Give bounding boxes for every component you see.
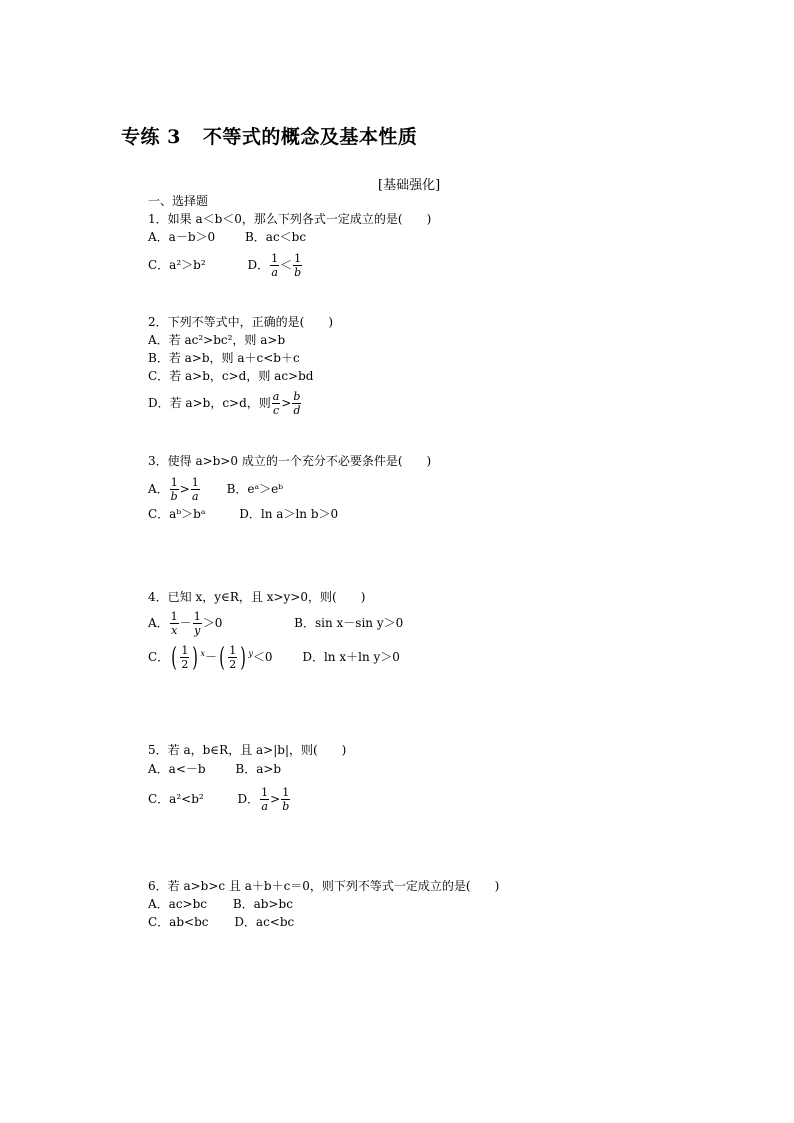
q4-stem: 4．已知 x，y∈R，且 x>y>0，则( ) [148,590,366,604]
operator: > [270,792,281,806]
numerator: 1 [282,786,290,799]
q2-stem: 2．下列不等式中，正确的是( ) [148,315,333,329]
q6-option-b: B．ab>bc [232,897,293,911]
operator: － [179,616,192,630]
numerator: a [272,390,280,403]
q1-option-b: B．ac＜bc [244,230,307,244]
exponent: y [248,649,253,658]
left-paren: ( [219,642,225,673]
page-title [121,122,417,149]
q3-options-ab [148,476,283,503]
q4-a-label: A． [148,616,169,630]
q5-d-label: D． [237,792,260,806]
fraction [180,644,189,671]
q3-options-cd [148,506,338,522]
fraction [191,476,200,503]
fraction [292,390,301,417]
q1-d-label: D． [247,258,270,272]
numerator: 1 [170,476,178,489]
q5-option-a: A．a<－b [148,762,206,776]
title-prefix: 专练 3 [121,126,181,148]
q2-option-c: C．若 a>b，c>d，则 ac>bd [148,369,314,383]
numerator: 1 [181,644,189,657]
exponent: x [200,649,206,658]
denominator: a [271,266,278,279]
operator: > [179,482,190,496]
q3-option-d: D．ln a＞ln b＞0 [239,507,339,521]
numerator: 1 [191,476,199,489]
fraction [193,610,202,637]
q4-option-b: B．sin x－sin y＞0 [294,616,404,630]
q5-option-d [238,786,292,813]
denominator: a [261,800,268,813]
q1-option-d [247,252,303,279]
q6-option-c: C．ab<bc [148,915,209,929]
q4-options-ab [148,610,403,637]
denominator: a [192,490,199,503]
subheading: [基础强化] [378,178,441,193]
numerator: b [293,390,301,403]
denominator: d [293,404,301,417]
left-paren: ( [171,642,178,673]
denominator: x [171,624,178,637]
q1-option-a: A．a－b＞0 [148,230,216,244]
right-paren: ) [240,642,247,673]
denominator: b [170,490,178,503]
q3-option-a [148,476,201,503]
q6-option-d: D．ac<bc [234,915,295,929]
q4-options-cd [148,644,400,671]
q5-options-ab [148,761,281,777]
right-paren: ) [192,642,199,673]
q4-c-label: C． [148,650,170,664]
q3-stem: 3．使得 a>b>0 成立的一个充分不必要条件是( ) [148,454,432,468]
fraction [293,252,302,279]
fraction [281,786,290,813]
numerator: 1 [294,252,302,265]
numerator: 1 [170,610,178,623]
numerator: 1 [271,252,279,265]
q4-option-d: D．ln x＋ln y＞0 [302,650,400,664]
q1-options-ab [148,229,306,245]
q2-option-b: B．若 a>b，则 a＋c<b＋c [148,351,300,365]
denominator: b [282,800,290,813]
q4-option-a [148,610,222,637]
q5-option-b: B．a>b [235,762,282,776]
q2-d-text: D．若 a>b，c>d，则 [148,396,271,410]
section-heading: 一、选择题 [148,194,209,208]
q2-option-a: A．若 ac²>bc²，则 a>b [148,333,286,347]
denominator: y [194,624,201,637]
fraction [170,610,179,637]
denominator: b [294,266,302,279]
q5-options-cd [148,786,291,813]
denominator: c [272,404,280,417]
denominator: 2 [229,658,237,671]
q2-option-d [148,390,302,417]
q1-stem: 1．如果 a＜b＜0，那么下列各式一定成立的是( ) [148,212,432,226]
q3-a-label: A． [148,482,169,496]
fraction [270,252,279,279]
q1-options-cd [148,252,303,279]
q6-options-cd [148,914,294,930]
q4-option-c [148,644,273,671]
fraction [170,476,179,503]
fraction [272,390,281,417]
q6-option-a: A．ac>bc [148,897,207,911]
q4-c-rest: ＜0 [252,650,273,664]
q5-option-c: C．a²<b² [148,792,204,806]
q3-option-c: C．aᵇ＞bᵃ [148,507,206,521]
q4-a-rest: ＞0 [202,616,223,630]
fraction [228,644,237,671]
title-text: 不等式的概念及基本性质 [202,126,418,148]
denominator: 2 [181,658,189,671]
q1-option-c: C．a²＞b² [148,258,206,272]
numerator: 1 [193,610,201,623]
operator: － [205,650,218,664]
numerator: 1 [229,644,237,657]
q3-option-b: B．eᵃ＞eᵇ [226,482,284,496]
q5-stem: 5．若 a，b∈R，且 a>|b|，则( ) [148,743,347,757]
numerator: 1 [261,786,269,799]
operator: ＜ [280,258,293,272]
operator: > [281,396,292,410]
q6-stem: 6．若 a>b>c 且 a＋b＋c＝0，则下列不等式一定成立的是( ) [148,879,500,893]
q6-options-ab [148,896,293,912]
fraction [260,786,269,813]
